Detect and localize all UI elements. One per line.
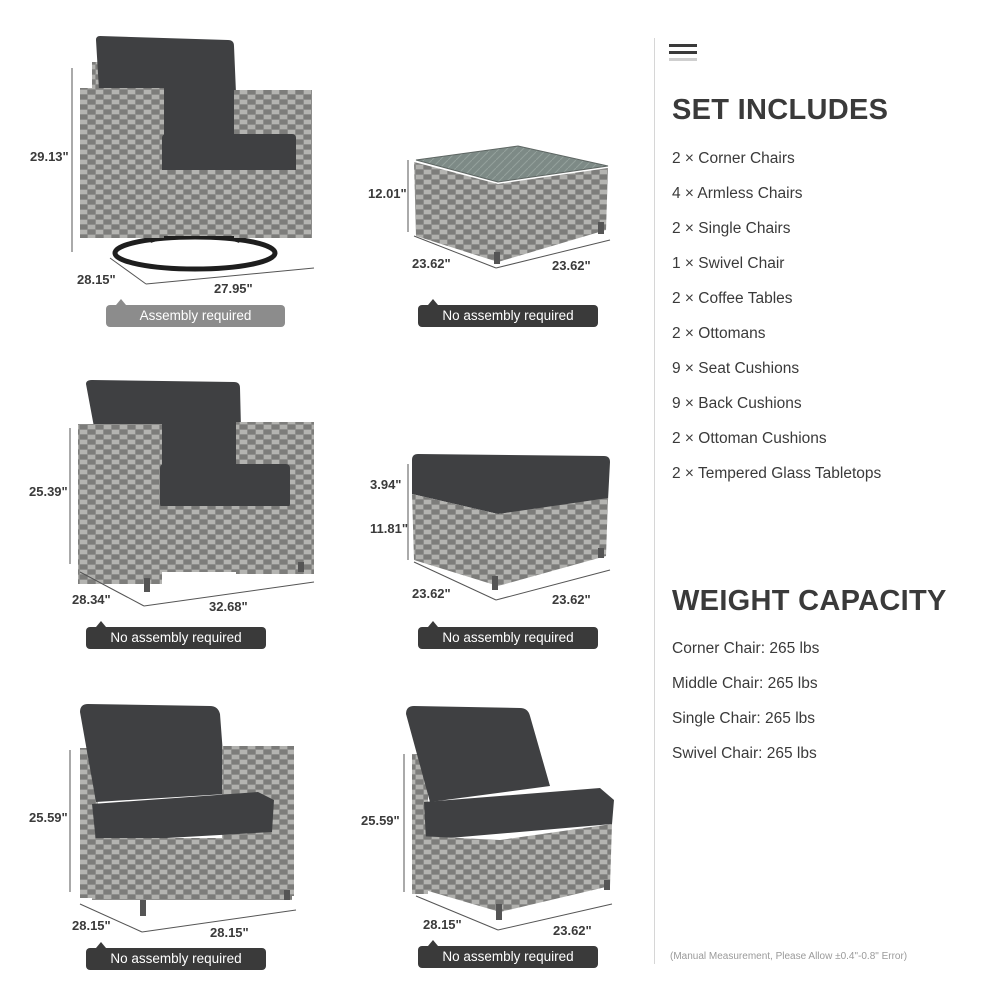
list-item: 2 × Ottoman Cushions: [672, 430, 827, 447]
column-divider: [654, 38, 655, 964]
assembly-badge-label: No assembly required: [110, 630, 242, 645]
badge-notch: [428, 940, 438, 946]
list-item: 9 × Back Cushions: [672, 395, 802, 412]
badge-notch: [116, 299, 126, 305]
height-dimension: 25.59": [29, 810, 68, 825]
depth-dimension: 28.15": [423, 917, 462, 932]
set-includes-heading: SET INCLUDES: [672, 94, 889, 126]
badge-notch: [96, 942, 106, 948]
list-item: 2 × Tempered Glass Tabletops: [672, 465, 882, 482]
single-chair-product: [0, 360, 330, 670]
height-dimension: 25.39": [29, 484, 68, 499]
assembly-badge-label: No assembly required: [442, 308, 574, 323]
swivel-chair-image: [0, 0, 330, 330]
depth-dimension: 23.62": [412, 256, 451, 271]
weight-capacity-heading: WEIGHT CAPACITY: [672, 585, 947, 617]
width-dimension: 32.68": [209, 599, 248, 614]
measurement-footnote: (Manual Measurement, Please Allow ±0.4"-0.8" Error): [670, 951, 908, 962]
list-item: 1 × Swivel Chair: [672, 255, 785, 272]
list-item: 2 × Single Chairs: [672, 220, 791, 237]
height-dimension: 29.13": [30, 149, 69, 164]
depth-dimension: 28.15": [77, 272, 116, 287]
assembly-badge-label: No assembly required: [442, 630, 574, 645]
list-item: Swivel Chair: 265 lbs: [672, 745, 817, 762]
coffee-table-image: [360, 0, 650, 330]
width-dimension: 23.62": [552, 258, 591, 273]
armless-chair-image: [360, 690, 650, 990]
depth-dimension: 28.15": [72, 918, 111, 933]
swivel-chair-product: [0, 0, 330, 330]
height-dimension: 25.59": [361, 813, 400, 828]
depth-dimension: 28.34": [72, 592, 111, 607]
base-height-dimension: 11.81": [370, 521, 408, 536]
assembly-badge-label: No assembly required: [110, 951, 242, 966]
depth-dimension: 23.62": [412, 586, 451, 601]
width-dimension: 23.62": [552, 592, 591, 607]
list-item: 4 × Armless Chairs: [672, 185, 803, 202]
assembly-badge: [418, 946, 598, 968]
coffee-table-product: [360, 0, 650, 330]
list-item: 9 × Seat Cushions: [672, 360, 800, 377]
assembly-badge-label: Assembly required: [139, 308, 252, 323]
width-dimension: 23.62": [553, 923, 592, 938]
armless-chair-product: [360, 690, 650, 990]
badge-notch: [428, 299, 438, 305]
list-item: 2 × Corner Chairs: [672, 150, 795, 167]
list-item: Corner Chair: 265 lbs: [672, 640, 820, 657]
ottoman-image: [360, 360, 650, 670]
assembly-badge: [86, 948, 266, 970]
single-chair-image: [0, 360, 330, 670]
assembly-badge-label: No assembly required: [442, 949, 574, 964]
menu-icon: [669, 44, 697, 64]
assembly-badge: [418, 305, 598, 327]
badge-notch: [428, 621, 438, 627]
ottoman-product: [360, 360, 650, 670]
list-item: Middle Chair: 265 lbs: [672, 675, 818, 692]
cushion-height-dimension: 3.94": [370, 477, 402, 492]
list-item: 2 × Ottomans: [672, 325, 766, 342]
corner-chair-product: [0, 690, 330, 990]
width-dimension: 27.95": [214, 281, 253, 296]
badge-notch: [96, 621, 106, 627]
list-item: Single Chair: 265 lbs: [672, 710, 816, 727]
list-item: 2 × Coffee Tables: [672, 290, 793, 307]
assembly-badge: [418, 627, 598, 649]
corner-chair-image: [0, 690, 330, 990]
assembly-badge: [86, 627, 266, 649]
height-dimension: 12.01": [368, 186, 407, 201]
width-dimension: 28.15": [210, 925, 249, 940]
assembly-badge: [106, 305, 285, 327]
